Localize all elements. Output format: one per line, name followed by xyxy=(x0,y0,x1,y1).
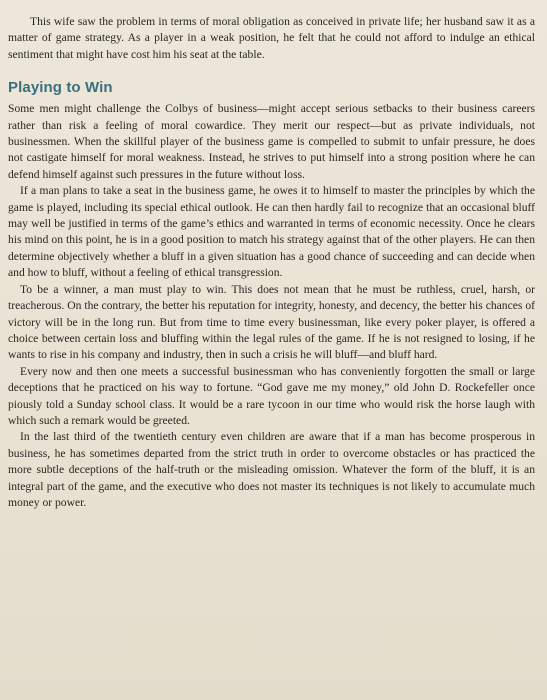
body-paragraph: Some men might challenge the Colbys of business—might accept serious setbacks to their business careers rather than risk a feeling of moral cowardice. They merit our respect—but as private individuals, not businessmen. When the skillful player of the business game is compelled to submit to unfair pressure, he does not castigate himself for moral weakness. Instead, he strives to put himself into a strong position where he can defend himself against such pressures in the future without loss. xyxy=(8,102,535,181)
body-paragraph: In the last third of the twentieth century even children are aware that if a man has become prosperous in business, he has sometimes departed from the strict truth in order to overcome obstacles or has practiced the more subtle deceptions of the half-truth or the misleading omission. Whatever the form of the bluff, it is an integral part of the game, and the executive who does not master its techniques is not likely to accumulate much money or power. xyxy=(8,430,535,509)
section-heading: Playing to Win xyxy=(8,79,113,97)
body-paragraph: Every now and then one meets a successful businessman who has conveniently forgotten the small or large deceptions that he practiced on his way to fortune. “God gave me my money,” old John D. Rockefeller once piously told a Sunday school class. It would be a rare tycoon in our time who would risk the horse laugh with which such a remark would be greeted. xyxy=(8,364,535,427)
intro-paragraph: This wife saw the problem in terms of moral obligation as conceived in private life; her husband saw it as a matter of game strategy. As a player in a weak position, he felt that he could not afford to indulge an ethical sentiment that might have cost him his seat at the table. xyxy=(8,15,535,61)
body-paragraph: To be a winner, a man must play to win. This does not mean that he must be ruthless, cruel, harsh, or treacherous. On the contrary, the better his reputation for integrity, honesty, and decency, the better his chances of victory will be in the long run. But from time to time every businessman, like every poker player, is offered a choice between certain loss and bluffing within the legal rules of the game. If he is not resigned to losing, if he wants to rise in his company and industry, then in such a crisis he will bluff—and bluff hard. xyxy=(8,282,535,362)
body-paragraph: If a man plans to take a seat in the business game, he owes it to himself to master the principles by which the game is played, including its special ethical outlook. He can then hardly fail to recognize that an occasional bluff may well be justified in terms of the game’s ethics and warranted in terms of economic necessity. Once he clears his mind on this point, he is in a good position to match his strategy against that of the other players. He can then determine objectively whether a bluff in a given situation has a good chance of succeeding and can decide when and how to bluff, without a feeling of ethical transgression. xyxy=(8,184,535,280)
